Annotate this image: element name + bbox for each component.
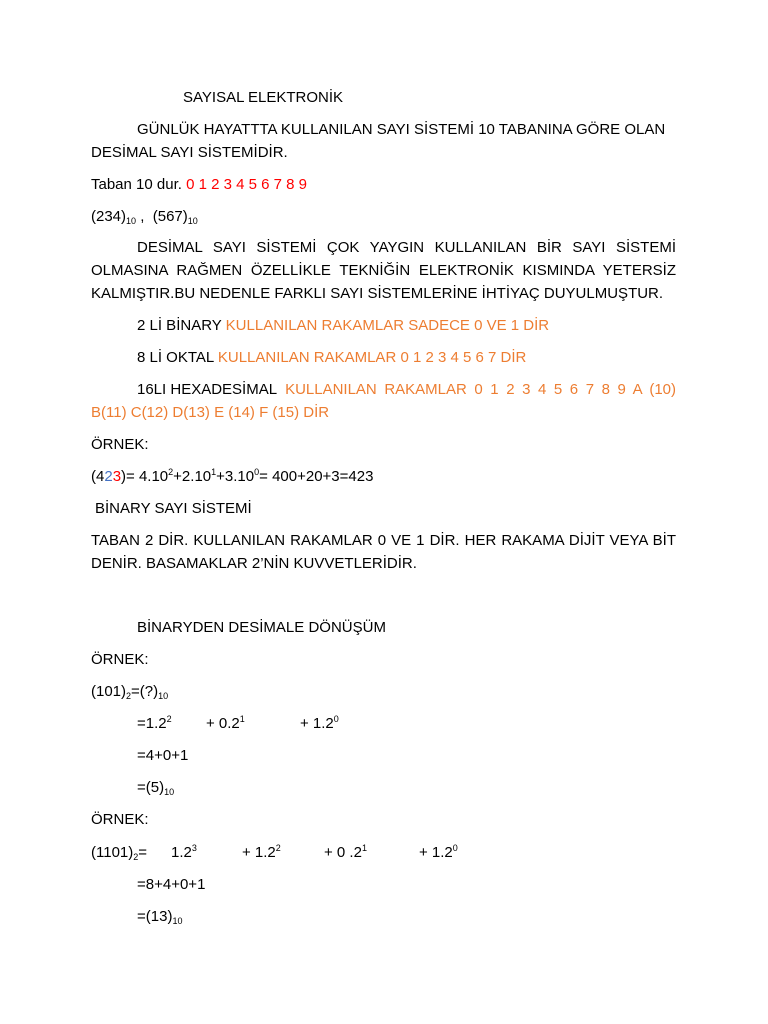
- conversion-ex1-term-1: [137, 714, 172, 734]
- conversion-example-2-label: ÖRNEK:: [91, 811, 149, 828]
- conversion-ex2-result-value: =(13): [137, 908, 173, 925]
- conversion-ex2-result: [137, 907, 182, 927]
- example-1-digit-3: 3: [112, 468, 122, 485]
- octal-system-line: [137, 348, 526, 368]
- conversion-ex2-term-4-exp: 0: [452, 843, 458, 853]
- conversion-ex1-result: [137, 778, 174, 798]
- conversion-example-1-label: ÖRNEK:: [91, 651, 149, 668]
- conversion-ex1-term-3-base: + 1.2: [300, 715, 334, 732]
- example-1-open: (4: [91, 468, 105, 485]
- decimal-para-line-1: DESİMAL SAYI SİSTEMİ ÇOK YAYGIN KULLANILAN BİR SAYI SİSTEMİ: [137, 239, 676, 256]
- conversion-ex1-term-2: [206, 714, 245, 734]
- hex-system-desc-2: B(11) C(12) D(13) E (14) F (15) DİR: [91, 404, 330, 421]
- example-1-exp-2: 1: [211, 467, 217, 477]
- hex-system-desc-1: KULLANILAN RAKAMLAR 0 1 2 3 4 5 6 7 8 9 A (10): [285, 381, 676, 398]
- example-1-formula: [91, 467, 373, 487]
- base10-line: [91, 175, 307, 195]
- conversion-heading: BİNARYDEN DESİMALE DÖNÜŞÜM: [137, 619, 386, 636]
- conversion-ex2-lhs-value: (1101): [91, 844, 134, 861]
- base10-label: Taban 10 dur.: [91, 176, 182, 193]
- conversion-ex2-term-4-base: + 1.2: [419, 844, 453, 861]
- conversion-ex2-term-1-base: 1.2: [171, 844, 192, 861]
- example-1-exp-3: 0: [254, 467, 260, 477]
- conversion-ex2-term-2-exp: 2: [275, 843, 281, 853]
- conversion-ex1-term-1-exp: 2: [166, 714, 172, 724]
- octal-system-label: 8 Lİ OKTAL: [137, 349, 214, 366]
- conversion-ex2-term-3-exp: 1: [361, 843, 367, 853]
- decimal-example-a: (234): [91, 208, 127, 225]
- decimal-example-b: (567): [152, 208, 188, 225]
- conversion-ex2-term-4: [419, 843, 458, 863]
- conversion-ex2-result-base: 10: [172, 916, 183, 926]
- example-1-term-1: )= 4.10: [121, 468, 169, 485]
- binary-system-desc: KULLANILAN RAKAMLAR SADECE 0 VE 1 DİR: [225, 317, 550, 334]
- binary-system-line: [137, 316, 549, 336]
- conversion-ex2-sum: =8+4+0+1: [137, 876, 206, 893]
- conversion-ex2-lhs: [91, 843, 147, 863]
- binary-system-label: 2 Lİ BİNARY: [137, 317, 222, 334]
- decimal-example-separator: ,: [140, 208, 145, 225]
- decimal-example-b-base: 10: [187, 216, 198, 226]
- conversion-ex1-eq-base: 10: [158, 691, 169, 701]
- conversion-ex2-eq: =: [138, 844, 148, 861]
- conversion-ex1-result-value: =(5): [137, 779, 165, 796]
- example-1-result: = 400+20+3=423: [259, 468, 374, 485]
- conversion-ex1-term-1-base: =1.2: [137, 715, 167, 732]
- example-1-term-2: +2.10: [173, 468, 212, 485]
- conversion-ex1-term-2-base: + 0.2: [206, 715, 240, 732]
- conversion-ex1-lhs: (101): [91, 683, 127, 700]
- conversion-ex1-lhs-base: 2: [126, 691, 132, 701]
- conversion-ex2-lhs-base: 2: [133, 852, 139, 862]
- decimal-examples: [91, 207, 198, 227]
- octal-system-desc: KULLANILAN RAKAMLAR 0 1 2 3 4 5 6 7 DİR: [217, 349, 527, 366]
- example-1-term-3: +3.10: [216, 468, 255, 485]
- conversion-ex1-sum: =4+0+1: [137, 747, 189, 764]
- example-1-exp-1: 2: [168, 467, 174, 477]
- conversion-ex2-term-3-base: + 0 .2: [324, 844, 362, 861]
- conversion-ex2-term-2-base: + 1.2: [242, 844, 276, 861]
- base10-digits: 0 1 2 3 4 5 6 7 8 9: [186, 176, 308, 193]
- binary-section-heading: BİNARY SAYI SİSTEMİ: [95, 500, 252, 517]
- decimal-para-line-3: KALMIŞTIR.BU NEDENLE FARKLI SAYI SİSTEMLERİNE İHTİYAÇ DUYULMUŞTUR.: [91, 285, 664, 302]
- hex-system-label: 16LI HEXADESİMAL: [137, 381, 278, 398]
- example-1-digit-2: 2: [104, 468, 113, 485]
- conversion-ex2-term-1-exp: 3: [191, 843, 197, 853]
- conversion-ex1-term-3-exp: 0: [333, 714, 339, 724]
- conversion-example-1-equation: [91, 682, 168, 702]
- document-title: SAYISAL ELEKTRONİK: [183, 89, 344, 106]
- intro-line-2: DESİMAL SAYI SİSTEMİDİR.: [91, 144, 288, 161]
- conversion-ex1-eq: =(?): [131, 683, 159, 700]
- binary-section-line-1: TABAN 2 DİR. KULLANILAN RAKAMLAR 0 VE 1 DİR. HER RAKAMA DİJİT VEYA BİT: [91, 532, 676, 549]
- conversion-ex1-term-2-exp: 1: [239, 714, 245, 724]
- conversion-ex2-term-3: [324, 843, 367, 863]
- decimal-example-a-base: 10: [126, 216, 137, 226]
- conversion-ex1-result-base: 10: [164, 787, 175, 797]
- decimal-para-line-2: OLMASINA RAĞMEN ÖZELLİKLE TEKNİĞİN ELEKTRONİK KISMINDA YETERSİZ: [91, 262, 676, 279]
- conversion-ex1-term-3: [300, 714, 339, 734]
- conversion-ex2-term-1: [171, 843, 197, 863]
- intro-line-1: GÜNLÜK HAYATTTA KULLANILAN SAYI SİSTEMİ 10 TABANINA GÖRE OLAN: [137, 121, 666, 138]
- example-1-label: ÖRNEK:: [91, 436, 149, 453]
- binary-section-line-2: DENİR. BASAMAKLAR 2’NİN KUVVETLERİDİR.: [91, 555, 417, 572]
- hex-system-line: [137, 380, 676, 400]
- conversion-ex2-term-2: [242, 843, 281, 863]
